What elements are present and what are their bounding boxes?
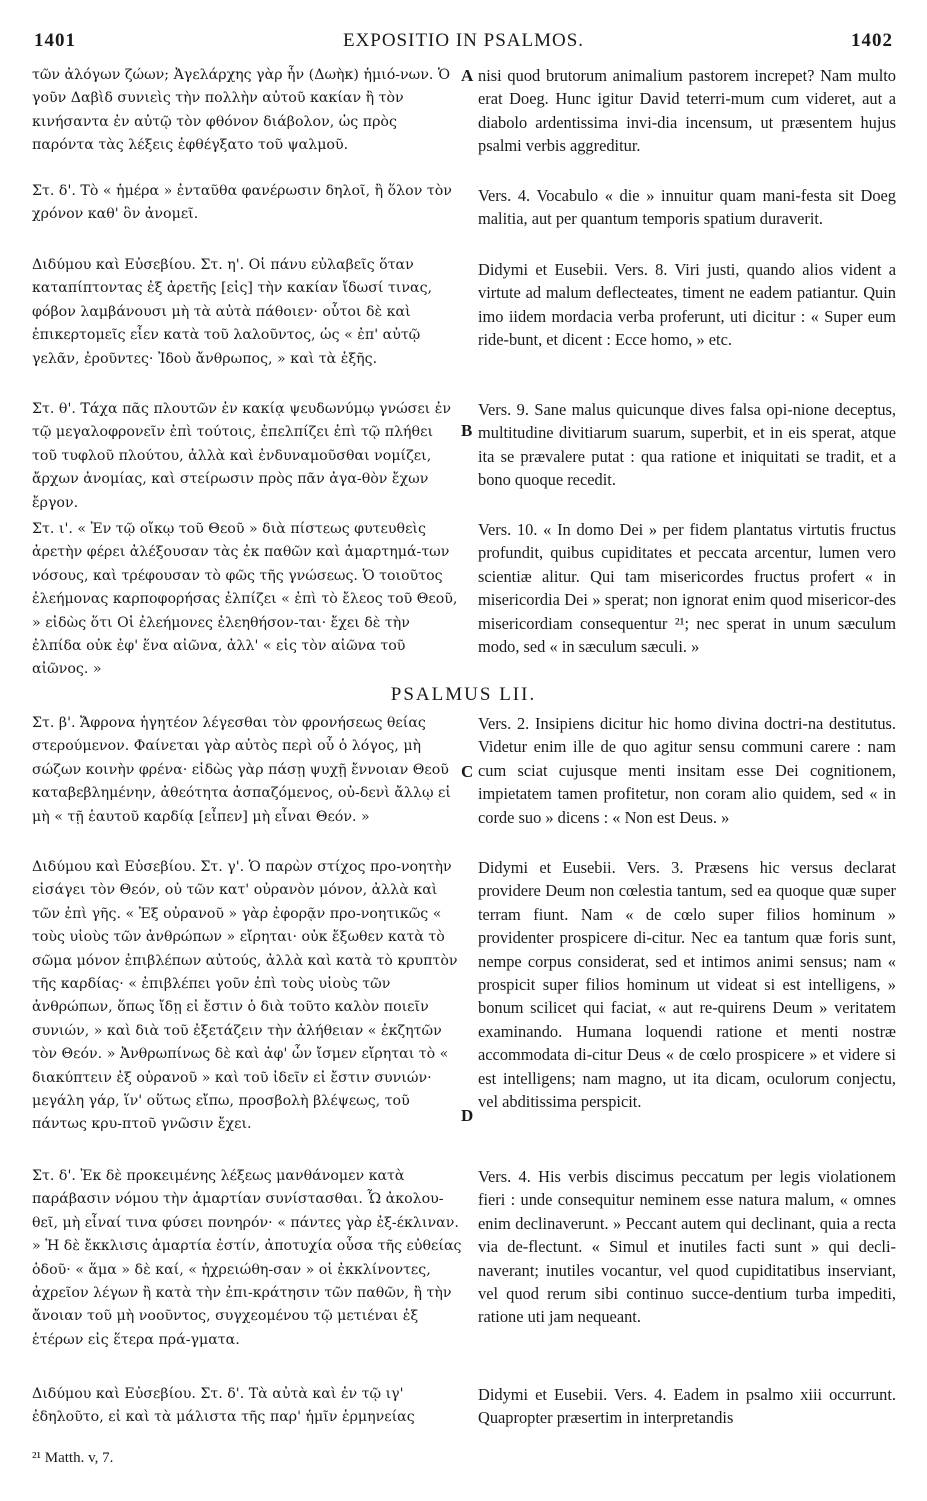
greek-para-4: Στ. θ'. Τάχα πᾶς πλουτῶν ἐν κακίᾳ ψευδωνύμῳ γνώσει ἐν τῷ μεγαλοφρονεῖν ἐπὶ τούτοις, ἐπελπίζει ἐπὶ τῷ πλήθει τοῦ τυφλοῦ πλούτου, ἀλλὰ καὶ ἐνδυναμοῦσθαι νομίζει, ἄρχων ἀνομίας, καὶ στείρωσιν πρὸς πᾶν ἀγα-θὸν ἔχων ἔργον. — [32, 401, 451, 511]
greek-para-3: Διδύμου καὶ Εὐσεβίου. Στ. η'. Οἱ πάνυ εὐλαβεῖς ὅταν καταπίπτοντας ἐξ ἀρετῆς [εἰς] τὴν κακίαν ἴδωσί τινας, φόβον λαμβάνουσι μὴ τὰ αὐτὰ πάθοιεν· οὗτοι δὲ καὶ ἐπικερτομεῖς εἶεν κατὰ τοῦ λαλοῦντος, ὡς « ἐπ' αὐτῷ γελᾶν, ἐροῦντες· Ἰδοὺ ἄνθρωπος, » καὶ τὰ ἑξῆς. — [32, 257, 433, 367]
greek-para-6: Στ. β'. Ἄφρονα ἡγητέον λέγεσθαι τὸν φρονήσεως θείας στερούμενον. Φαίνεται γὰρ αὐτὸς περὶ οὗ ὁ λόγος, μὴ σώζων κοινὴν φρένα· εἰδὼς γὰρ πάσῃ ψυχῇ ἔννοιαν Θεοῦ καταβεβλημένην, ἀθεότητα ἀσπαζόμενος, οὐ-δενὶ ἄλλῳ εἰ μὴ « τῇ ἑαυτοῦ καρδίᾳ [εἶπεν] μὴ εἶναι Θεόν. » — [32, 715, 451, 825]
greek-para-7: Διδύμου καὶ Εὐσεβίου. Στ. γ'. Ὁ παρὼν στίχος προ-νοητὴν εἰσάγει τὸν Θεόν, οὐ τῶν κατ' οὐρανὸν μόνον, ἀλλὰ καὶ τῶν ἐπὶ γῆς. « Ἐξ οὐρανοῦ » γὰρ ἐφορᾷν προ-νοητικῶς « τοὺς υἱοὺς τῶν ἀνθρώπων » εἴρηται· οὐκ ἔξωθεν κατὰ τὸ σῶμα μόνον ἐπιβλέπων αὐτούς, ἀλλὰ καὶ κατὰ τὸ κρυπτὸν τῆς καρδίας· « ἐπιβλέπει γοῦν ἐπὶ τοὺς υἱοὺς τῶν ἀνθρώπων, ὅπως ἴδῃ εἰ ἔστιν ὁ διὰ τοῦτο καλὸν ποιεῖν συνιών, » καὶ διὰ τοῦ ἐξετάζειν τὴν ἀλήθειαν « ἐκζητῶν τὸν Θεόν. » Ἀνθρωπίνως δὲ καὶ ἀφ' ὧν ἴσμεν εἴρηται τὸ « διακύπτειν ἐξ οὐρανοῦ » καὶ τοῦ ἰδεῖν εἰ ἔστιν συνιών· μεγάλη γάρ, ἵν' οὕτως εἴπω, προσβολὴ βλέψεως, τοῦ πάντως κρυ-πτοῦ γνῶσιν ἔχει. — [32, 859, 458, 1133]
latin-para-5: Vers. 10. « In domo Dei » per fidem plantatus virtutis fructus profundit, quibus cupiditates et peccata arcentur, lumen vero scientiæ alitur. Qui tam misericordes fructus profert « in misericordia Dei » sperat; non ignorat enim quod misericor-des misericordiam consequentur ²¹; nec sperat in unum sæculum modo, sed « in sæculum sæculi. » — [478, 520, 896, 657]
margin-marker-a: A — [461, 66, 474, 85]
footnote: ²¹ Matth. v, 7. — [32, 1450, 114, 1466]
running-header — [34, 30, 893, 58]
page-number-right: 1402 — [851, 30, 893, 51]
margin-marker-b: B — [461, 421, 473, 440]
greek-para-1: τῶν ἀλόγων ζώων; Ἀγελάρχης γὰρ ἦν (Δωὴκ) ἡμιό-νων. Ὁ γοῦν Δαβὶδ συνιεὶς τὴν πολλὴν αὐτοῦ κακίαν ἢ τὸν κινήσαντα ἐν αὐτῷ τὸν φθόνον διάβολον, ὡς πρὸς παρόντα τὰς λέξεις ἐφθέγξατο τοῦ ψαλμοῦ. — [32, 67, 451, 154]
latin-para-1: nisi quod brutorum animalium pastorem increpet? Nam multo erat Doeg. Hunc igitur David teterri-mum cum videret, aut a diabolo ardentissima invi-dia incensum, ut præsentem hujus psalmi verbis aggreditur. — [478, 66, 896, 156]
page-number-left: 1401 — [34, 30, 76, 51]
latin-para-2: Vers. 4. Vocabulo « die » innuitur quam mani-festa sit Doeg malitia, aut per quantum temporis spatium duraverit. — [478, 186, 896, 229]
greek-para-5: Στ. ι'. « Ἐν τῷ οἴκῳ τοῦ Θεοῦ » διὰ πίστεως φυτευθεὶς ἀρετὴν φέρει ἀλέξουσαν τὰς ἐκ παθῶν καὶ ἁμαρτημά-των νόσους, καὶ τρέφουσαν τὸ φῶς τῆς γνώσεως. Ὁ τοιοῦτος ἐλεήμονας καρποφορήσας ἐλπίζει « ἐπὶ τὸ ἔλεος τοῦ Θεοῦ, » εἰδὼς ὅτι Οἱ ἐλεήμονες ἐλεηθήσον-ται· ἔχει δὲ τὴν ἐλπίδα οὐκ ἐφ' ἕνα αἰῶνα, ἀλλ' « εἰς τὸν αἰῶνα τοῦ αἰῶνος. » — [32, 521, 458, 678]
latin-para-8: Vers. 4. His verbis discimus peccatum per legis violationem fieri : unde consequitur neminem esse natura malum, « omnes enim declinaverunt. » Peccant autem qui declinant, quia a recta via de-flectunt. « Simul et inutiles facti sunt » qui decli-naverant; inutiles vocantur, vel quod cupiditatibus inserviant, vel quod rerum sibi continuo succe-dentium turba impediti, ratione uti jam nequeant. — [478, 1167, 896, 1327]
latin-para-7: Didymi et Eusebii. Vers. 3. Præsens hic versus declarat providere Deum non cœlestia tantum, sed ea quoque quæ super terram fiunt. Nam « de cœlo super filios hominum » providenter prospicere di-citur. Nec ea tantum quæ foris sunt, nempe corpus considerat, sed et intimos animi sensus; nam « prospicit super filios hominum ut videat si est intelligens, » bonum scilicet qui faciat, « aut re-quirens Deum » veritatem examinando. Humana loquendi ratione et menti nostræ accommodata di-citur Deus « de cœlo prospicere » et videre si est intelligens; nam magno, ut ita dicam, oculorum conjectu, vel abditissima perspicit. — [478, 858, 896, 1112]
margin-marker-d: D — [461, 1106, 474, 1125]
greek-para-9: Διδύμου καὶ Εὐσεβίου. Στ. δ'. Τὰ αὐτὰ καὶ ἐν τῷ ιγ' ἐδηλοῦτο, εἰ καὶ τὰ μάλιστα τῆς παρ' ἡμῖν ἑρμηνείας — [32, 1386, 415, 1426]
running-title: EXPOSITIO IN PSALMOS. — [342, 30, 585, 51]
latin-para-4: Vers. 9. Sane malus quicunque dives falsa opi-nione deceptus, multitudine divitiarum suarum, superbit, et in eis sperat, atque ita se prævalere putat : qua ratione et iniquitati se tradit, et a bono quoque recedit. — [478, 400, 896, 490]
margin-marker-c: C — [461, 762, 474, 781]
latin-para-3: Didymi et Eusebii. Vers. 8. Viri justi, quando alios vident a virtute ad malum deflecteates, timent ne eadem patiantur. Quin imo iidem mordacia verba proferunt, uti dicitur : « Super eum ride-bunt, et dicent : Ecce homo, » etc. — [478, 260, 896, 350]
psalm-heading: PSALMUS LII. — [390, 684, 537, 705]
latin-para-6: Vers. 2. Insipiens dicitur hic homo divina doctri-na destitutus. Videtur enim ille de quo agitur sensu communi carere : nam cum sciat cujusque menti insitam esse Dei cognitionem, impietatem tamen profitetur, non coram alio quidem, sed « in corde suo » dicens : « Non est Deus. » — [478, 714, 896, 827]
greek-para-2: Στ. δ'. Τὸ « ἡμέρα » ἐνταῦθα φανέρωσιν δηλοῖ, ἢ ὅλον τὸν χρόνον καθ' ὃν ἀνομεῖ. — [32, 183, 452, 223]
greek-para-8: Στ. δ'. Ἐκ δὲ προκειμένης λέξεως μανθάνομεν κατὰ παράβασιν νόμου τὴν ἁμαρτίαν συνίστασθαι. Ὧ ἀκολου-θεῖ, μὴ εἶναί τινα φύσει πονηρόν· « πάντες γὰρ ἐξ-έκλιναν. » Ἡ δὲ ἔκκλισις ἁμαρτία ἐστίν, ἀποτυχία οὖσα τῆς εὐθείας ὁδοῦ· « ἅμα » δὲ καί, « ἠχρειώθη-σαν » οἱ ἐκκλίνοντες, ἀχρεῖον λέγων ἢ κατὰ τὴν ἐπι-κράτησιν τῶν παθῶν, ἢ τὴν ἄνοιαν τοῦ μὴ νοοῦντος, συγχεομένου τῷ μετιέναι ἐξ ἑτέρων εἰς ἕτερα πρά-γματα. — [32, 1168, 462, 1348]
latin-para-9: Didymi et Eusebii. Vers. 4. Eadem in psalmo xiii occurrunt. Quapropter præsertim in interpretandis — [478, 1385, 896, 1428]
